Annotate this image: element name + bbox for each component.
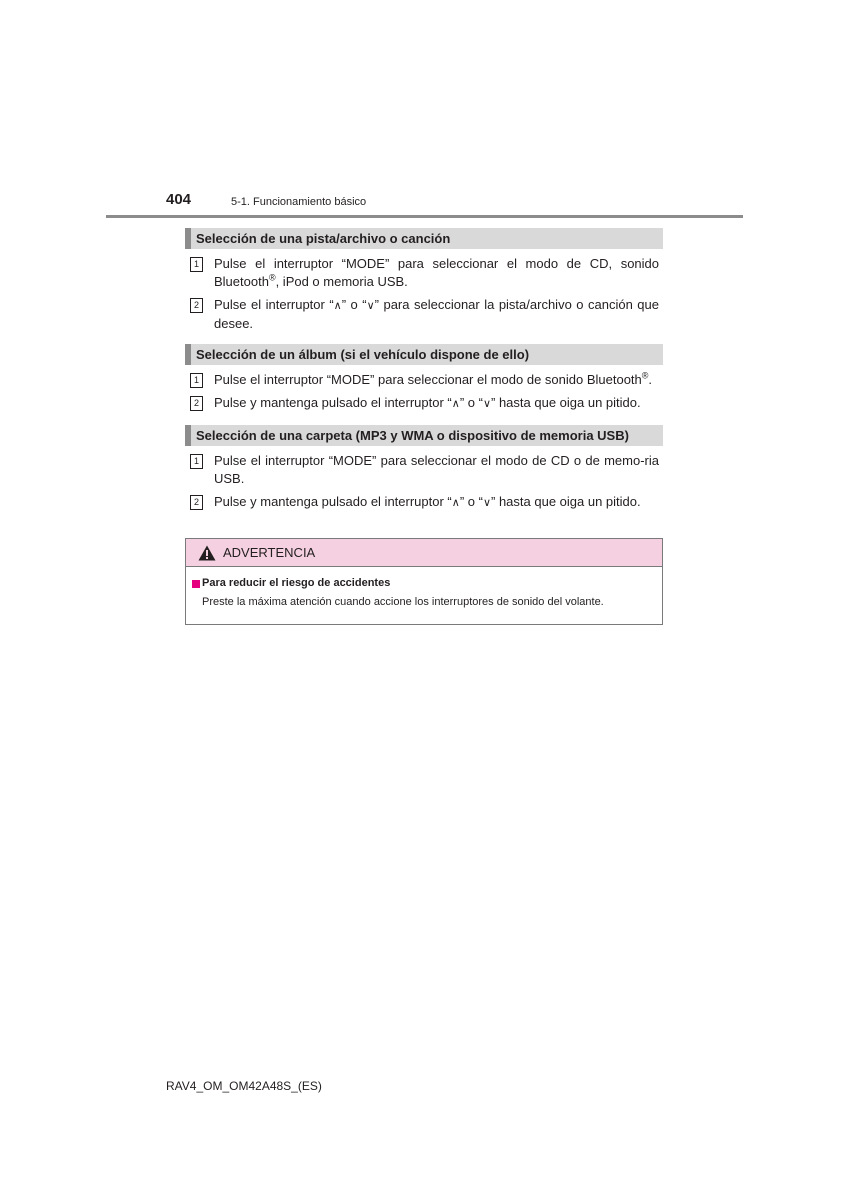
header-rule	[106, 215, 743, 218]
step-text: ” o “	[459, 395, 483, 410]
step-2	[185, 296, 663, 333]
step-2	[185, 394, 663, 413]
section-title: 5-1. Funcionamiento básico	[231, 196, 367, 208]
square-bullet-icon	[192, 580, 200, 588]
up-arrow-icon: ∧	[333, 300, 342, 312]
step-1	[185, 255, 663, 291]
step-text: ” o “	[341, 297, 367, 312]
subheading-album: Selección de un álbum (si el vehículo dispone de ello)	[185, 344, 663, 365]
step-1	[185, 452, 663, 488]
step-text: Pulse el interruptor “	[214, 297, 334, 312]
warning-triangle-icon	[198, 545, 216, 561]
step-number: 1	[190, 454, 203, 469]
subheading-track: Selección de una pista/archivo o canción	[185, 228, 663, 249]
document-code: RAV4_OM_OM42A48S_(ES)	[166, 1079, 322, 1093]
step-text: ” hasta que oiga un pitido.	[491, 494, 641, 509]
step-text: Pulse el interruptor “MODE” para seleccionar el modo de CD, sonido Bluetooth	[214, 256, 659, 289]
step-text: Pulse y mantenga pulsado el interruptor “	[214, 494, 452, 509]
down-arrow-icon: ∨	[482, 497, 491, 509]
step-text: ” o “	[459, 494, 483, 509]
step-number: 1	[190, 257, 203, 272]
step-1	[185, 371, 663, 389]
step-text: , iPod o memoria USB.	[275, 274, 408, 289]
step-number: 2	[190, 298, 203, 313]
down-arrow-icon: ∨	[366, 300, 375, 312]
warning-title: Para reducir el riesgo de accidentes	[202, 577, 391, 589]
subheading-folder: Selección de una carpeta (MP3 y WMA o dispositivo de memoria USB)	[185, 425, 663, 446]
step-text: ” para seleccionar la pista/archivo o canción que desee.	[214, 297, 659, 331]
step-text: Pulse y mantenga pulsado el interruptor “	[214, 395, 452, 410]
warning-header	[186, 539, 662, 567]
registered-mark: ®	[641, 370, 649, 381]
warning-text: Preste la máxima atención cuando accione los interruptores de sonido del volante.	[202, 596, 604, 608]
step-number: 1	[190, 373, 203, 388]
warning-label: ADVERTENCIA	[223, 545, 316, 560]
warning-box	[185, 538, 663, 625]
down-arrow-icon: ∨	[482, 398, 491, 410]
registered-mark: ®	[268, 272, 276, 283]
step-text: .	[648, 372, 653, 387]
up-arrow-icon: ∧	[451, 497, 460, 509]
step-number: 2	[190, 495, 203, 510]
up-arrow-icon: ∧	[451, 398, 460, 410]
main-content	[185, 228, 663, 512]
step-number: 2	[190, 396, 203, 411]
step-text: ” hasta que oiga un pitido.	[491, 395, 641, 410]
page-number: 404	[166, 191, 192, 208]
step-text: Pulse el interruptor “MODE” para seleccionar el modo de sonido Bluetooth	[214, 372, 642, 387]
step-text: Pulse el interruptor “MODE” para seleccionar el modo de CD o de memo-ria USB.	[214, 453, 659, 486]
step-2	[185, 493, 663, 512]
